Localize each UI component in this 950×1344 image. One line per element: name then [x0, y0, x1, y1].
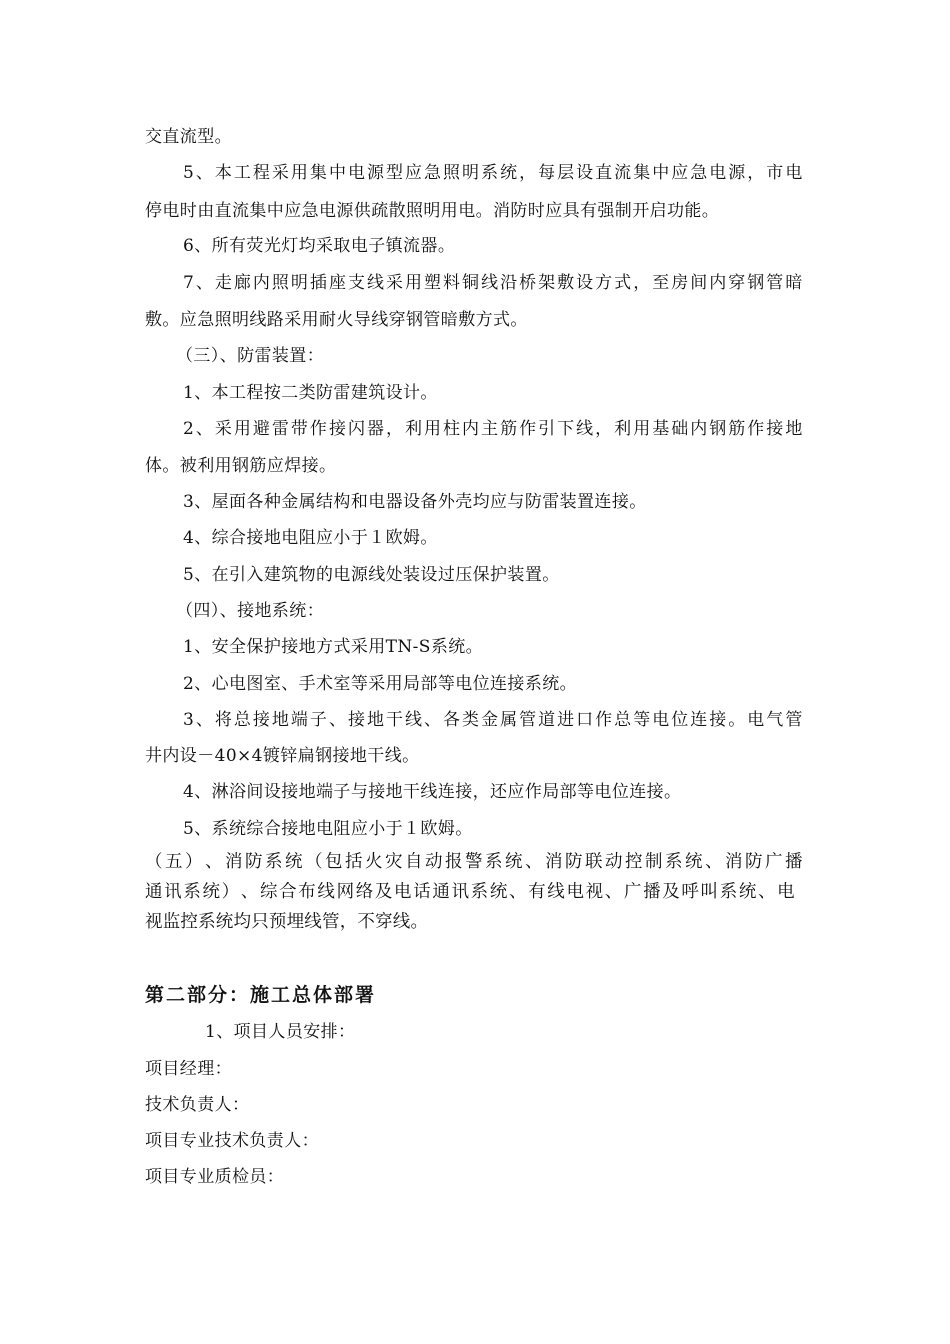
paragraph-line: （ 五 ） 、 消 防 系 统 （ 包 括 火 灾 自 动 报 警 系 统 、 消 防 联 动 控 制 系 统 、 消 防 广 播 [145, 852, 803, 872]
paragraph-line: 停电时由直流集中应急电源供疏散照明用电。消防时应具有强制开启功能。 [145, 201, 720, 221]
paragraph-line: 5 、 本 工 程 采 用 集 中 电 源 型 应 急 照 明 系 统 ， 每 层 设 直 流 集 中 应 急 电 源 ， 市 电 [183, 163, 803, 183]
paragraph-line: 6、所有荧光灯均采取电子镇流器。 [183, 236, 456, 256]
paragraph-line: 4、淋浴间设接地端子与接地干线连接，还应作局部等电位连接。 [183, 782, 682, 802]
form-label: 技术负责人： [145, 1095, 250, 1115]
paragraph-line: 2 、 采 用 避 雷 带 作 接 闪 器 ， 利 用 柱 内 主 筋 作 引 下 线 ， 利 用 基 础 内 钢 筋 作 接 地 [183, 419, 803, 439]
paragraph-line: 5、系统综合接地电阻应小于１欧姆。 [183, 819, 473, 839]
subsection-title: （四）、接地系统： [176, 601, 325, 621]
paragraph-line: 3、屋面各种金属结构和电器设备外壳均应与防雷装置连接。 [183, 492, 647, 512]
paragraph-line: 敷。应急照明线路采用耐火导线穿钢管暗敷方式。 [145, 310, 528, 330]
paragraph-line: 7 、 走 廊 内 照 明 插 座 支 线 采 用 塑 料 铜 线 沿 桥 架 敷 设 方 式 ， 至 房 间 内 穿 钢 管 暗 [183, 273, 803, 293]
section-heading: 第二部分：施工总体部署 [145, 984, 377, 1006]
paragraph-line: 1、本工程按二类防雷建筑设计。 [183, 383, 438, 403]
paragraph-line: 2、心电图室、手术室等采用局部等电位连接系统。 [183, 674, 578, 694]
form-label: 项目专业质检员： [145, 1167, 285, 1187]
paragraph-line: 井内设－40×4镀锌扁钢接地干线。 [145, 746, 420, 766]
paragraph-line: 通 讯 系 统 ） 、 综 合 布 线 网 络 及 电 话 通 讯 系 统 、 有 线 电 视 、 广 播 及 呼 叫 系 统 、 电 [145, 882, 795, 902]
paragraph-line: 3 、 将 总 接 地 端 子 、 接 地 干 线 、 各 类 金 属 管 道 进 口 作 总 等 电 位 连 接 。 电 气 管 [183, 710, 803, 730]
paragraph-line: 4、综合接地电阻应小于１欧姆。 [183, 528, 438, 548]
paragraph-line: 5、在引入建筑物的电源线处装设过压保护装置。 [183, 565, 560, 585]
paragraph-line: 1、项目人员安排： [205, 1022, 356, 1042]
form-label: 项目经理： [145, 1059, 232, 1079]
form-label: 项目专业技术负责人： [145, 1131, 319, 1151]
paragraph-line: 视监控系统均只预埋线管，不穿线。 [145, 912, 429, 932]
paragraph-line: 交直流型。 [145, 127, 232, 147]
paragraph-line: 体。被利用钢筋应焊接。 [145, 456, 337, 476]
paragraph-line: 1、安全保护接地方式采用TN-S系统。 [183, 637, 484, 657]
subsection-title: （三）、防雷装置： [176, 346, 325, 366]
